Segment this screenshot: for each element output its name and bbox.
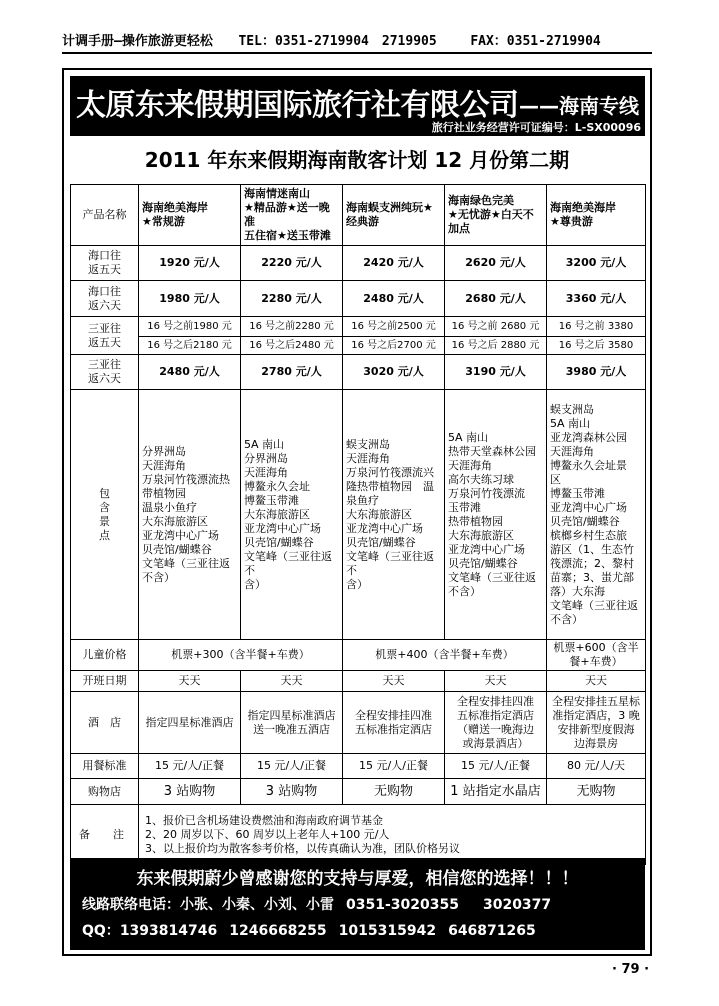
page-frame: [62, 68, 652, 956]
plan-title: 2011 年东来假期海南散客计划 12 月份第二期: [144, 148, 570, 172]
hotel-cell: 全程安排挂四准 五标准指定酒店 （赠送一晚海边 或海景酒店）: [445, 692, 547, 754]
note-item: 2、20 周岁以下、60 周岁以上老年人+100 元/人: [145, 827, 390, 841]
product-name: 海南蜈支洲纯玩★ 经典游: [343, 185, 445, 246]
product-name: 海南绝美海岸 ★尊贵游: [547, 185, 646, 246]
thanks-message: 东来假期蔚少曾感谢您的支持与厚爱，相信您的选择！！！: [136, 869, 579, 889]
license-number: 旅行社业务经营许可证编号：L-SX00096: [431, 121, 641, 134]
shopping-label: 购物店: [71, 779, 139, 805]
price-cell: 3190 元/人: [445, 355, 547, 390]
shopping-cell: 3 站购物: [241, 779, 343, 805]
child-price-cell: 机票+400（含半餐+车费）: [343, 640, 547, 671]
split-price-cell: 16 号之前2500 元 16 号之后2700 元: [343, 317, 445, 355]
company-name: 太原东来假期国际旅行社有限公司: [76, 88, 519, 123]
hotel-cell: 指定四星标准酒店: [139, 692, 241, 754]
attraction-list: 5A 南山 分界洲岛 天涯海角 博鳌永久会址 博鳌玉带滩 大东海旅游区 亚龙湾中心广场 贝壳馆/蝴蝶谷 文笔峰（三亚往返不 含）: [241, 390, 343, 640]
split-price-cell: 16 号之前 2680 元 16 号之后 2880 元: [445, 317, 547, 355]
child-price-label: 儿童价格: [71, 640, 139, 671]
price-table: [70, 184, 646, 865]
meal-label: 用餐标准: [71, 754, 139, 779]
product-row: [71, 185, 646, 246]
meal-cell: 15 元/人/正餐: [241, 754, 343, 779]
price-row-haikou-6: [71, 281, 646, 317]
price-cell: 3980 元/人: [547, 355, 646, 390]
includes-label: 包 含 景 点: [71, 390, 139, 640]
route-label: 三亚往 返六天: [71, 355, 139, 390]
price-cell: 1980 元/人: [139, 281, 241, 317]
child-price-row: [71, 640, 646, 671]
hotel-label: 酒 店: [71, 692, 139, 754]
price-cell: 3020 元/人: [343, 355, 445, 390]
price-cell: 2680 元/人: [445, 281, 547, 317]
meal-cell: 15 元/人/正餐: [343, 754, 445, 779]
shopping-cell: 1 站指定水晶店: [445, 779, 547, 805]
header-slogan: 计调手册—操作旅游更轻松: [62, 34, 213, 49]
split-price-cell: 16 号之前1980 元 16 号之后2180 元: [139, 317, 241, 355]
split-price-cell: 16 号之前 3380 16 号之后 3580: [547, 317, 646, 355]
route-label: 海口往 返六天: [71, 281, 139, 317]
notes-row: [71, 805, 646, 865]
price-row-sanya-6: [71, 355, 646, 390]
hotel-row: [71, 692, 646, 754]
schedule-row: [71, 671, 646, 692]
price-cell: 3360 元/人: [547, 281, 646, 317]
hotel-cell: 全程安排挂四准 五标准指定酒店: [343, 692, 445, 754]
shopping-row: [71, 779, 646, 805]
price-cell: 1920 元/人: [139, 246, 241, 281]
product-name: 海南绿色完美 ★无忧游★白天不 加点: [445, 185, 547, 246]
hotel-cell: 全程安排挂五星标 准指定酒店，3 晚 安排新型度假海 边海景房: [547, 692, 646, 754]
schedule-cell: 天天: [445, 671, 547, 692]
qq-number: 1393814746: [119, 923, 218, 939]
top-header: [62, 32, 652, 54]
schedule-label: 开班日期: [71, 671, 139, 692]
notes-list: [139, 805, 646, 865]
hotel-cell: 指定四星标准酒店 送一晚准五酒店: [241, 692, 343, 754]
qq-number: 1015315942: [338, 923, 437, 939]
price-cell: 2480 元/人: [343, 281, 445, 317]
meal-row: [71, 754, 646, 779]
qq-line: [82, 920, 536, 940]
header-fax: FAX：0351-2719904: [470, 34, 601, 49]
attraction-list: 蜈支洲岛 天涯海角 万泉河竹筏漂流兴 隆热带植物园 温 泉鱼疗 大东海旅游区 亚龙湾中心广场 贝壳馆/蝴蝶谷 文笔峰（三亚往返不 含）: [343, 390, 445, 640]
price-cell: 2620 元/人: [445, 246, 547, 281]
product-name: 海南绝美海岸 ★常规游: [139, 185, 241, 246]
route-label: 海口往 返五天: [71, 246, 139, 281]
qq-number: 646871265: [448, 923, 536, 939]
notes-label: 备 注: [71, 805, 139, 865]
attraction-list: 分界洲岛 天涯海角 万泉河竹筏漂流热 带植物园 温泉小鱼疗 大东海旅游区 亚龙湾中心广场 贝壳馆/蝴蝶谷 文笔峰（三亚往返 不含）: [139, 390, 241, 640]
price-cell: 2480 元/人: [139, 355, 241, 390]
price-row-haikou-5: [71, 246, 646, 281]
attraction-list: 5A 南山 热带天堂森林公园 天涯海角 高尔夫练习球 万泉河竹筏漂流 玉带滩 热带植物园 大东海旅游区 亚龙湾中心广场 贝壳馆/蝴蝶谷 文笔峰（三亚往返 不含）: [445, 390, 547, 640]
page-number: · 79 ·: [612, 962, 650, 977]
shopping-cell: 3 站购物: [139, 779, 241, 805]
shopping-cell: 无购物: [343, 779, 445, 805]
price-row-sanya-5: [71, 317, 646, 355]
child-price-cell: 机票+600（含半餐+车费）: [547, 640, 646, 671]
attraction-list: 蜈支洲岛 5A 南山 亚龙湾森林公园 天涯海角 博鳌永久会址景 区 博鳌玉带滩 亚龙湾中心广场 贝壳馆/蝴蝶谷 槟榔乡村生态旅 游区（1、生态竹 筏漂流；2、黎村 苗寨；3、蚩尤部 落）大东海 文笔峰（三亚往返 不含）: [547, 390, 646, 640]
phone-number: 3020377: [482, 897, 552, 913]
phone-number: 0351-3020355: [346, 897, 459, 913]
price-cell: 3200 元/人: [547, 246, 646, 281]
company-banner: [70, 76, 645, 136]
schedule-cell: 天天: [241, 671, 343, 692]
price-cell: 2280 元/人: [241, 281, 343, 317]
attractions-row: [71, 390, 646, 640]
route-label: 三亚往 返五天: [71, 317, 139, 355]
meal-cell: 15 元/人/正餐: [445, 754, 547, 779]
note-item: 1、报价已含机场建设费燃油和海南政府调节基金: [145, 813, 383, 827]
contact-prefix: 线路联络电话：小张、小秦、小刘、小雷: [82, 897, 334, 913]
qq-number: 1246668255: [229, 923, 327, 939]
contact-footer: [70, 858, 645, 950]
shopping-cell: 无购物: [547, 779, 646, 805]
header-tel: TEL：0351-2719904 2719905: [238, 34, 437, 49]
split-price-cell: 16 号之前2280 元 16 号之后2480 元: [241, 317, 343, 355]
contact-line: [82, 894, 551, 914]
note-item: 3、以上报价均为散客参考价格，以传真确认为准，团队价格另议: [145, 841, 460, 855]
product-label: 产品名称: [71, 185, 139, 246]
schedule-cell: 天天: [343, 671, 445, 692]
schedule-cell: 天天: [139, 671, 241, 692]
product-name: 海南情迷南山 ★精品游★送一晚准 五住宿★送玉带滩: [241, 185, 343, 246]
meal-cell: 80 元/人/天: [547, 754, 646, 779]
schedule-cell: 天天: [547, 671, 646, 692]
child-price-cell: 机票+300（含半餐+车费）: [139, 640, 343, 671]
price-cell: 2420 元/人: [343, 246, 445, 281]
meal-cell: 15 元/人/正餐: [139, 754, 241, 779]
qq-label: QQ：: [82, 923, 120, 939]
price-cell: 2220 元/人: [241, 246, 343, 281]
route-subtitle: ——海南专线: [519, 94, 639, 118]
price-cell: 2780 元/人: [241, 355, 343, 390]
